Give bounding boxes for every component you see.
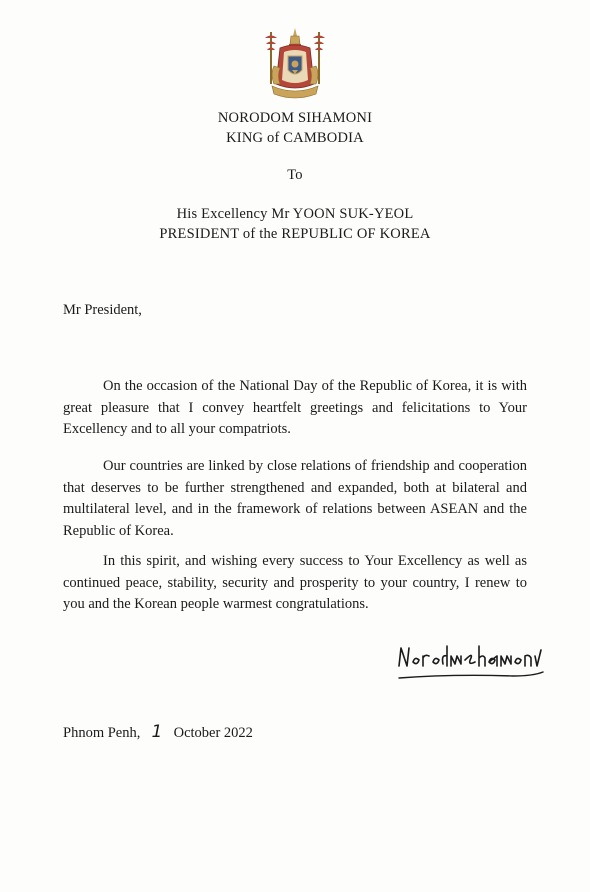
place: Phnom Penh, (63, 725, 141, 741)
salutation: Mr President, (63, 302, 142, 318)
handwritten-signature (393, 636, 545, 688)
place-date (63, 722, 253, 742)
body-paragraph-2: Our countries are linked by close relations of friendship and cooperation that deserves to be further strengthened and expanded, both at bilateral and multilateral level, and in the framework of relations between ASEAN and the Republic of Korea. (63, 458, 527, 539)
date-month-year: October 2022 (173, 725, 253, 741)
recipient-name: His Excellency Mr YOON SUK-YEOL (176, 206, 414, 222)
date-day: 1 (151, 722, 163, 742)
royal-arms-of-cambodia-icon (262, 26, 328, 102)
to-label: To (287, 167, 303, 183)
sender-name: NORODOM SIHAMONI (217, 110, 373, 126)
recipient-title: PRESIDENT of the REPUBLIC OF KOREA (159, 226, 431, 242)
body-paragraph-3: In this spirit, and wishing every success to Your Excellency as well as continued peace, stability, security and prosperity to your country, I renew to you and the Korean people warmest congratulations. (63, 553, 527, 612)
sender-title: KING of CAMBODIA (226, 130, 364, 146)
body-paragraph-1: On the occasion of the National Day of the Republic of Korea, it is with great pleasure that I convey heartfelt greetings and felicitations to Your Excellency and to all your compatriots. (63, 378, 527, 437)
